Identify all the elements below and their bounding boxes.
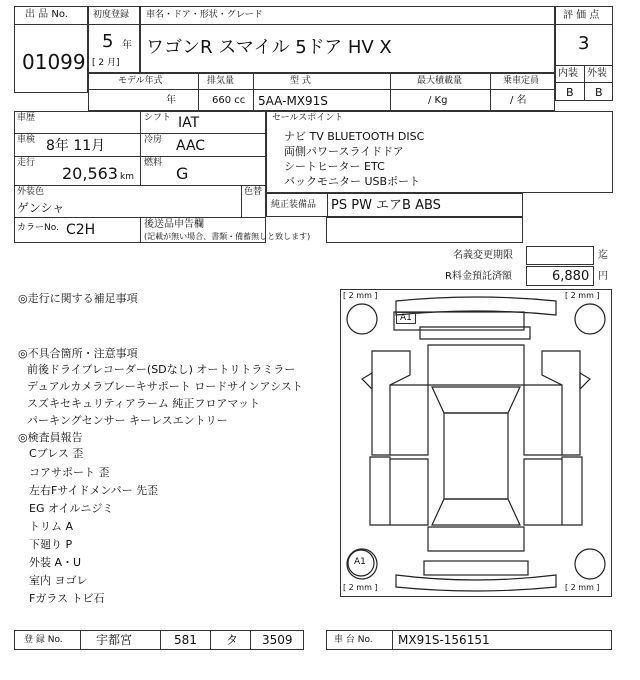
first-registration-year: 5 — [102, 31, 114, 52]
tire-tag-rear-right: [ 2 mm ] — [565, 583, 600, 592]
displacement-label: 排気量 — [207, 76, 235, 86]
defects-label: ◎不具合箇所・注意事項 — [18, 347, 138, 360]
registration-label: 登 録 No. — [24, 635, 63, 645]
defect-line: デュアルカメラブレーキサポート ロードサインアシスト — [27, 380, 303, 393]
mileage-value: 20,563 — [62, 164, 118, 183]
exterior-grade: B — [595, 86, 603, 99]
declaration-note: (記載が無い場合、書類・備蓄無しと致します) — [144, 232, 311, 241]
interior-grade-label: 内装 — [558, 68, 578, 79]
max-load-value: / Kg — [428, 95, 448, 106]
driving-notes-label: ◎走行に関する補足事項 — [18, 292, 138, 305]
first-registration-month: [ 2 月] — [92, 58, 120, 68]
tire-tag-front-left: [ 2 mm ] — [343, 291, 378, 300]
equipment-label: 純正装備品 — [271, 200, 317, 210]
interior-grade: B — [566, 86, 574, 99]
exterior-grade-label: 外装 — [587, 68, 607, 79]
ac-value: AAC — [176, 138, 206, 154]
overall-score: 3 — [578, 33, 590, 54]
max-load-label: 最大積載量 — [417, 76, 463, 86]
model-year-unit: 年 — [166, 95, 176, 106]
registration-class: 581 — [174, 633, 197, 647]
declaration-label: 後送品申告欄 — [144, 219, 204, 230]
capacity-label: 乗車定員 — [503, 76, 540, 86]
recycle-label: R料金預託済額 — [445, 271, 512, 282]
sales-point-line: シートヒーター ETC — [284, 160, 385, 173]
tire-tag-rear-left: [ 2 mm ] — [343, 583, 378, 592]
lot-number: 01099 — [22, 50, 86, 74]
inspector-line: EG オイルニジミ — [29, 502, 114, 515]
year-unit: 年 — [122, 40, 132, 51]
chassis-number: MX91S-156151 — [398, 633, 490, 647]
tire-tag-front-right: [ 2 mm ] — [565, 291, 600, 300]
car-outline-drawing — [340, 289, 612, 597]
equipment-value: PS PW エアB ABS — [331, 198, 441, 213]
fuel-label: 燃料 — [144, 158, 163, 168]
inspector-line: 室内 ヨゴレ — [29, 574, 88, 587]
model-year-label: モデル年式 — [118, 76, 163, 86]
car-name-label: 車名・ドア・形状・グレード — [146, 10, 263, 20]
sales-point-line: 両側パワースライドドア — [284, 145, 404, 158]
capacity-value: / 名 — [510, 95, 527, 106]
sales-points-label: セールスポイント — [272, 113, 344, 123]
registration-place: 宇都宮 — [96, 633, 133, 647]
inspector-line: 左右Fサイドメンバー 先歪 — [29, 484, 159, 497]
color-no-label: カラーNo. — [17, 223, 59, 233]
tire-icon — [575, 304, 605, 334]
inspector-line: コアサポート 歪 — [29, 466, 110, 479]
shift-label: シフト — [144, 113, 172, 123]
damage-mark-label: A1 — [400, 313, 412, 323]
inspection-value: 8年 11月 — [46, 138, 106, 154]
defect-line: 前後ドライブレコーダー(SDなし) オートリトラミラー — [27, 363, 296, 376]
color-no-value: C2H — [66, 222, 96, 238]
name-change-label: 名義変更期限 — [453, 250, 513, 261]
tire-icon — [347, 304, 377, 334]
car-name: ワゴンR スマイル 5ドア HV X — [146, 37, 392, 58]
inspector-line: Fガラス トビ石 — [29, 592, 105, 605]
chassis-label: 車 台 No. — [334, 635, 373, 645]
inspection-label: 車検 — [17, 135, 36, 145]
registration-number: 3509 — [262, 633, 293, 647]
type-label: 型 式 — [290, 76, 311, 86]
inspector-line: 外装 A・U — [29, 556, 82, 569]
sales-point-line: バックモニター USBポート — [284, 175, 421, 188]
damage-mark-label: A1 — [354, 557, 366, 567]
first-registration-label: 初度登録 — [93, 10, 130, 20]
recycle-value: 6,880 — [552, 269, 590, 284]
displacement-value: 660 cc — [212, 95, 246, 106]
ac-label: 冷房 — [144, 135, 163, 145]
type-value: 5AA-MX91S — [258, 94, 328, 108]
defect-line: パーキングセンサー キーレスエントリー — [27, 414, 228, 427]
inspector-report-label: ◎検査員報告 — [18, 431, 83, 444]
blank-box — [326, 217, 523, 243]
history-label: 車歴 — [17, 113, 36, 123]
shift-value: IAT — [178, 115, 200, 131]
lot-number-label: 出 品 No. — [25, 9, 68, 20]
recycle-unit: 円 — [598, 271, 608, 282]
exterior-color-label: 外装色 — [17, 187, 45, 197]
mileage-label: 走行 — [17, 158, 36, 168]
color-change-label: 色替 — [244, 187, 263, 197]
registration-kana: タ — [226, 633, 239, 647]
mileage-unit: km — [120, 172, 134, 182]
score-label: 評 価 点 — [563, 10, 600, 21]
tire-icon — [575, 549, 605, 579]
fuel-value: G — [176, 164, 189, 183]
defect-line: スズキセキュリティアラーム 純正フロアマット — [27, 397, 260, 410]
exterior-color-value: ゲンシャ — [17, 201, 65, 215]
name-change-unit: 迄 — [598, 250, 608, 261]
sales-point-line: ナビ TV BLUETOOTH DISC — [284, 130, 425, 143]
inspector-line: トリム A — [29, 520, 74, 533]
name-change-box — [526, 246, 594, 265]
inspector-line: Cブレス 歪 — [29, 447, 84, 460]
inspector-line: 下廻り P — [29, 538, 73, 551]
